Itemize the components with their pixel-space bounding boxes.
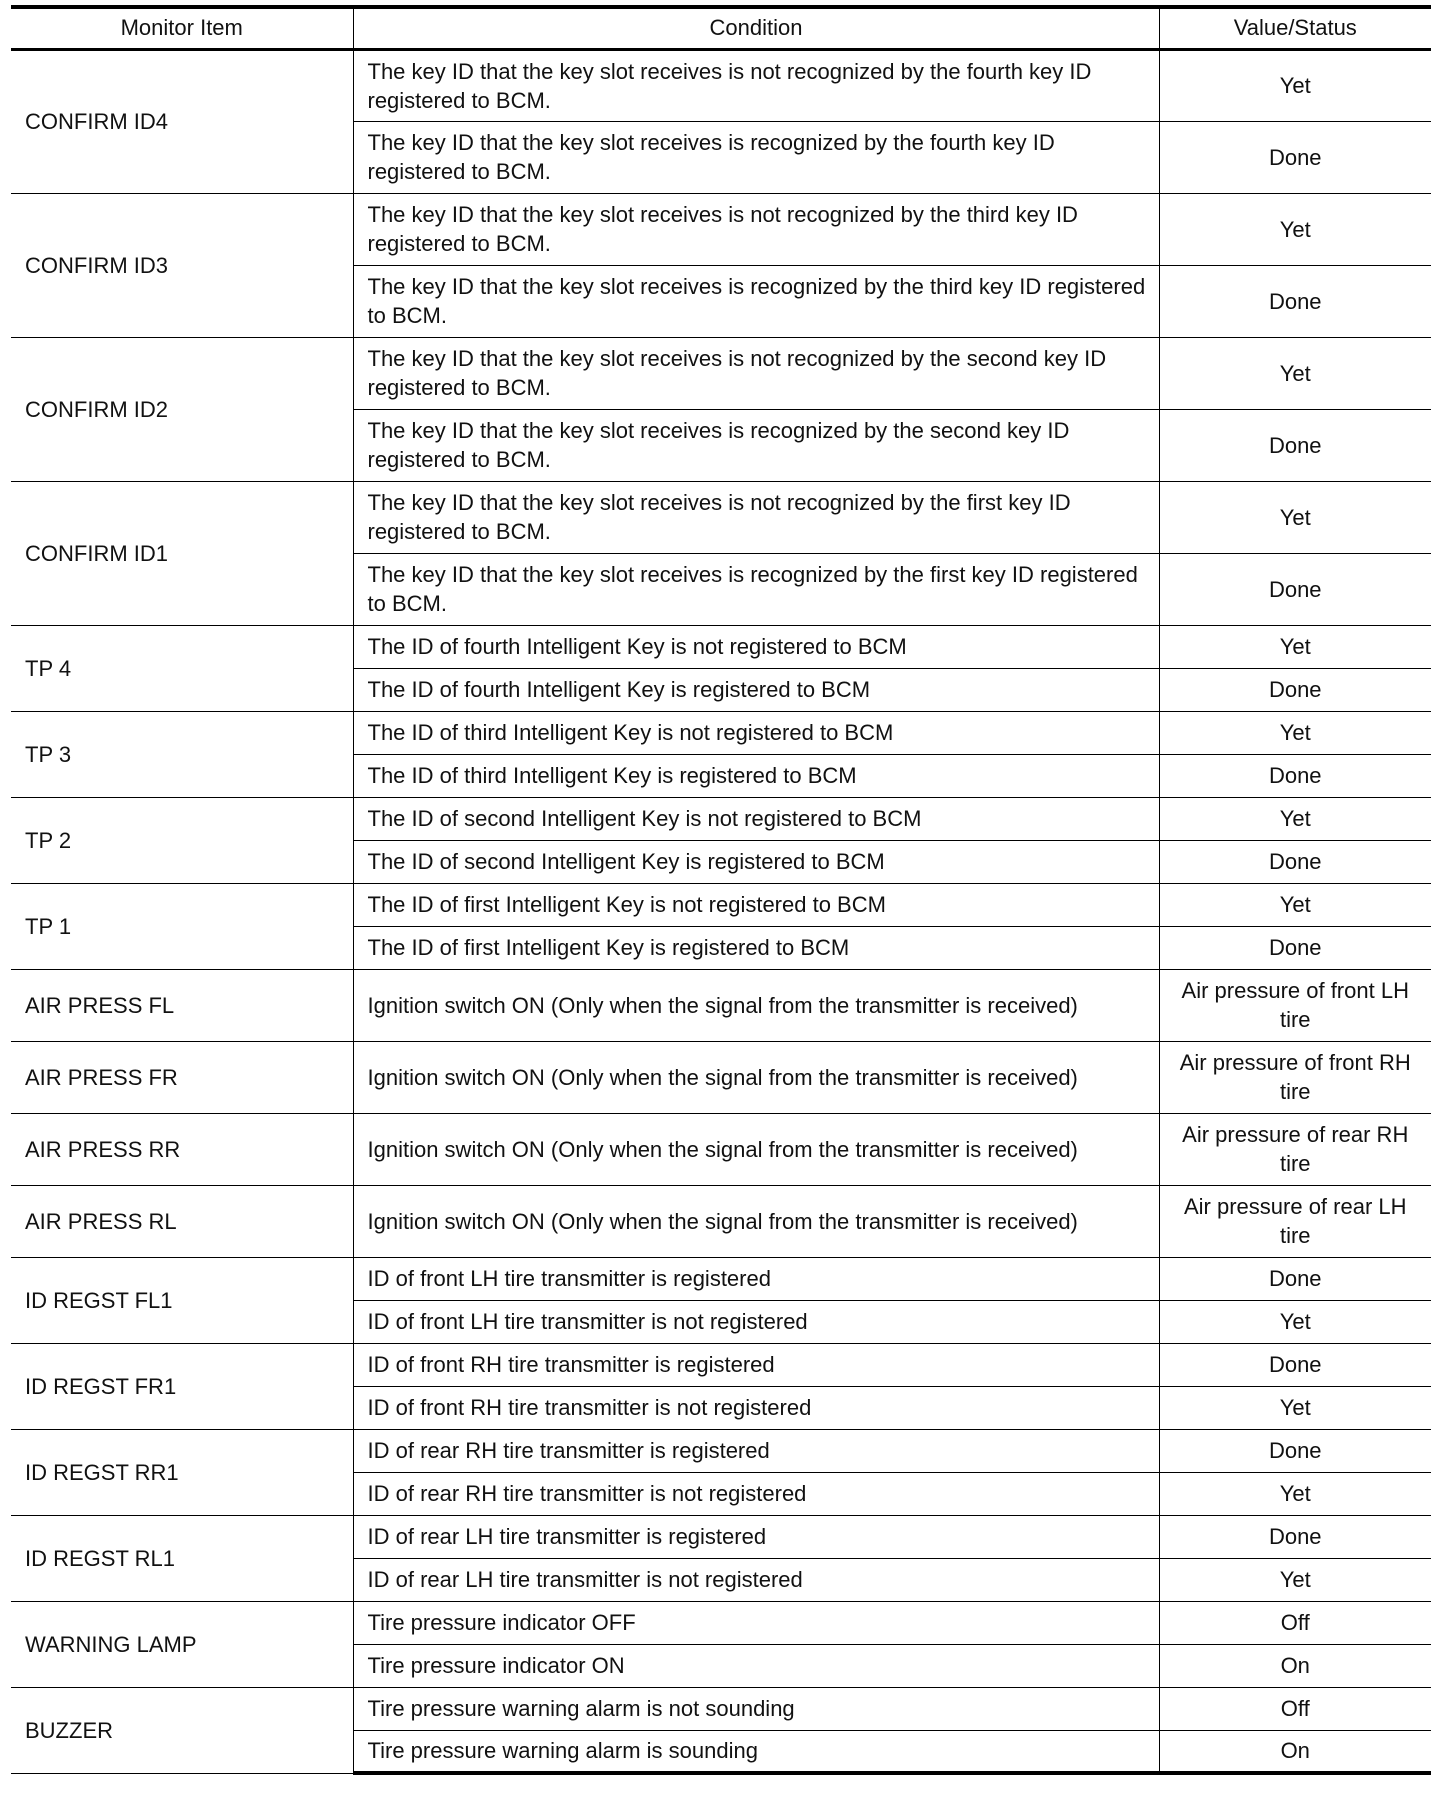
value-status-cell: On — [1159, 1644, 1431, 1687]
table-row — [11, 1515, 1431, 1558]
table-row — [11, 481, 1431, 553]
table-row — [11, 625, 1431, 668]
condition-cell: ID of front LH tire transmitter is registered — [353, 1257, 1159, 1300]
table-row — [11, 1429, 1431, 1472]
value-status-cell: Done — [1159, 1515, 1431, 1558]
value-status-cell: Yet — [1159, 883, 1431, 926]
monitor-item-cell: AIR PRESS RR — [11, 1113, 353, 1185]
value-status-cell: Done — [1159, 1429, 1431, 1472]
monitor-item-cell: TP 4 — [11, 625, 353, 711]
value-status-cell: Done — [1159, 840, 1431, 883]
table-row — [11, 797, 1431, 840]
table-row — [11, 1343, 1431, 1386]
condition-cell: ID of front RH tire transmitter is registered — [353, 1343, 1159, 1386]
condition-cell: Tire pressure indicator ON — [353, 1644, 1159, 1687]
monitor-item-cell: AIR PRESS FL — [11, 969, 353, 1041]
value-status-cell: Air pressure of front LH tire — [1159, 969, 1431, 1041]
value-status-cell: Yet — [1159, 711, 1431, 754]
table-row — [11, 337, 1431, 409]
table-row — [11, 1601, 1431, 1644]
value-status-cell: Air pressure of rear LH tire — [1159, 1185, 1431, 1257]
monitor-item-cell: CONFIRM ID2 — [11, 337, 353, 481]
condition-cell: Ignition switch ON (Only when the signal from the transmitter is received) — [353, 1185, 1159, 1257]
header-value-status: Value/Status — [1159, 7, 1431, 49]
value-status-cell: Done — [1159, 754, 1431, 797]
monitor-item-cell: TP 1 — [11, 883, 353, 969]
monitor-item-cell: AIR PRESS FR — [11, 1041, 353, 1113]
monitor-item-cell: AIR PRESS RL — [11, 1185, 353, 1257]
table-row — [11, 1185, 1431, 1257]
condition-cell: The key ID that the key slot receives is recognized by the third key ID registered to BCM. — [353, 265, 1159, 337]
value-status-cell: Yet — [1159, 1386, 1431, 1429]
table-row — [11, 1113, 1431, 1185]
condition-cell: Ignition switch ON (Only when the signal from the transmitter is received) — [353, 969, 1159, 1041]
monitor-item-cell: CONFIRM ID4 — [11, 49, 353, 193]
monitor-item-cell: ID REGST FR1 — [11, 1343, 353, 1429]
monitor-item-cell: TP 3 — [11, 711, 353, 797]
value-status-cell: Air pressure of rear RH tire — [1159, 1113, 1431, 1185]
value-status-cell: Done — [1159, 409, 1431, 481]
value-status-cell: Yet — [1159, 193, 1431, 265]
table-row — [11, 1257, 1431, 1300]
condition-cell: ID of front LH tire transmitter is not registered — [353, 1300, 1159, 1343]
table-row — [11, 193, 1431, 265]
table-row — [11, 1687, 1431, 1730]
monitor-item-cell: TP 2 — [11, 797, 353, 883]
value-status-cell: Done — [1159, 121, 1431, 193]
condition-cell: Ignition switch ON (Only when the signal from the transmitter is received) — [353, 1113, 1159, 1185]
value-status-cell: Yet — [1159, 1558, 1431, 1601]
value-status-cell: Yet — [1159, 49, 1431, 121]
condition-cell: The ID of second Intelligent Key is registered to BCM — [353, 840, 1159, 883]
condition-cell: The key ID that the key slot receives is recognized by the first key ID registered to BCM. — [353, 553, 1159, 625]
value-status-cell: Done — [1159, 1343, 1431, 1386]
condition-cell: The ID of fourth Intelligent Key is registered to BCM — [353, 668, 1159, 711]
condition-cell: Tire pressure warning alarm is sounding — [353, 1730, 1159, 1773]
condition-cell: The ID of first Intelligent Key is registered to BCM — [353, 926, 1159, 969]
value-status-cell: Done — [1159, 926, 1431, 969]
header-condition: Condition — [353, 7, 1159, 49]
value-status-cell: Done — [1159, 1257, 1431, 1300]
condition-cell: The key ID that the key slot receives is recognized by the fourth key ID registered to BCM. — [353, 121, 1159, 193]
condition-cell: Tire pressure warning alarm is not sounding — [353, 1687, 1159, 1730]
value-status-cell: Off — [1159, 1687, 1431, 1730]
value-status-cell: Done — [1159, 553, 1431, 625]
condition-cell: The key ID that the key slot receives is recognized by the second key ID registered to BCM. — [353, 409, 1159, 481]
monitor-item-cell: CONFIRM ID3 — [11, 193, 353, 337]
value-status-cell: Yet — [1159, 797, 1431, 840]
condition-cell: The key ID that the key slot receives is not recognized by the third key ID registered to BCM. — [353, 193, 1159, 265]
value-status-cell: Yet — [1159, 1300, 1431, 1343]
condition-cell: Ignition switch ON (Only when the signal from the transmitter is received) — [353, 1041, 1159, 1113]
table-body — [11, 49, 1431, 1773]
header-monitor-item: Monitor Item — [11, 7, 353, 49]
condition-cell: The key ID that the key slot receives is not recognized by the second key ID registered to BCM. — [353, 337, 1159, 409]
table-row — [11, 1041, 1431, 1113]
monitor-item-table — [11, 5, 1431, 1775]
condition-cell: ID of rear RH tire transmitter is registered — [353, 1429, 1159, 1472]
condition-cell: The ID of second Intelligent Key is not registered to BCM — [353, 797, 1159, 840]
table-row — [11, 711, 1431, 754]
condition-cell: Tire pressure indicator OFF — [353, 1601, 1159, 1644]
monitor-item-cell: CONFIRM ID1 — [11, 481, 353, 625]
condition-cell: The key ID that the key slot receives is not recognized by the first key ID registered to BCM. — [353, 481, 1159, 553]
condition-cell: The ID of third Intelligent Key is registered to BCM — [353, 754, 1159, 797]
monitor-item-table-container — [11, 5, 1431, 1775]
condition-cell: The key ID that the key slot receives is not recognized by the fourth key ID registered to BCM. — [353, 49, 1159, 121]
condition-cell: The ID of first Intelligent Key is not registered to BCM — [353, 883, 1159, 926]
value-status-cell: Yet — [1159, 481, 1431, 553]
value-status-cell: Off — [1159, 1601, 1431, 1644]
value-status-cell: Air pressure of front RH tire — [1159, 1041, 1431, 1113]
condition-cell: ID of rear LH tire transmitter is not registered — [353, 1558, 1159, 1601]
condition-cell: ID of rear LH tire transmitter is registered — [353, 1515, 1159, 1558]
value-status-cell: On — [1159, 1730, 1431, 1773]
value-status-cell: Yet — [1159, 1472, 1431, 1515]
condition-cell: ID of rear RH tire transmitter is not registered — [353, 1472, 1159, 1515]
monitor-item-cell: WARNING LAMP — [11, 1601, 353, 1687]
monitor-item-cell: BUZZER — [11, 1687, 353, 1773]
condition-cell: The ID of third Intelligent Key is not registered to BCM — [353, 711, 1159, 754]
table-row — [11, 49, 1431, 121]
table-row — [11, 969, 1431, 1041]
value-status-cell: Yet — [1159, 625, 1431, 668]
value-status-cell: Done — [1159, 668, 1431, 711]
condition-cell: The ID of fourth Intelligent Key is not registered to BCM — [353, 625, 1159, 668]
value-status-cell: Done — [1159, 265, 1431, 337]
monitor-item-cell: ID REGST RL1 — [11, 1515, 353, 1601]
monitor-item-cell: ID REGST RR1 — [11, 1429, 353, 1515]
value-status-cell: Yet — [1159, 337, 1431, 409]
header-row — [11, 7, 1431, 49]
monitor-item-cell: ID REGST FL1 — [11, 1257, 353, 1343]
table-row — [11, 883, 1431, 926]
condition-cell: ID of front RH tire transmitter is not registered — [353, 1386, 1159, 1429]
